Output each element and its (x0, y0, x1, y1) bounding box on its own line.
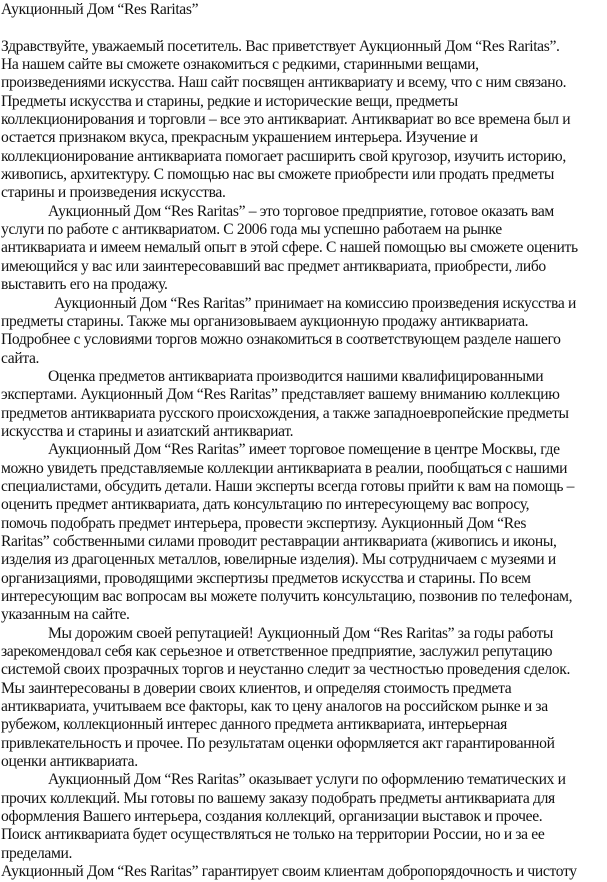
text-line: указанным на сайте. (1, 606, 130, 624)
text-line: Мы заинтересованы в доверии своих клиентов, и определяя стоимость предмета (1, 679, 512, 697)
text-line: прочих коллекций. Мы готовы по вашему заказу подобрать предметы антиквариата для (1, 789, 555, 807)
text-line: предметы старины. Также мы организовываем аукционную продажу антиквариата. (1, 312, 529, 330)
text-line: оформления Вашего интерьера, создания коллекций, организации выставок и прочее. (1, 808, 543, 826)
text-line: пределами. (1, 844, 73, 862)
text-line: Мы дорожим своей репутацией! Аукционный Дом “Res Raritas” за годы работы (48, 624, 554, 642)
text-line: антиквариата и имеем немалый опыт в этой сфере. С нашей помощью вы сможете оценить (1, 239, 578, 257)
text-line: Поиск антиквариата будет осуществляться не только на территории России, но и за ее (1, 826, 545, 844)
text-line: оценить предмет антиквариата, дать консультацию по интересующему вас вопросу, (1, 496, 530, 514)
text-line: специалистами, обсудить детали. Наши эксперты всегда готовы прийти к вам на помощь – (1, 477, 575, 495)
text-line: произведениями искусства. Наш сайт посвящен антиквариату и всему, что с ним связано. (1, 74, 567, 92)
text-line: выставить его на продажу. (1, 276, 168, 294)
document-text (1, 38, 607, 882)
text-line: остается признаком вкуса, прекрасным украшением интерьера. Изучение и (1, 129, 478, 147)
text-line: сайта. (1, 349, 40, 367)
text-line: интересующим вас вопросам вы можете получить консультацию, позвонив по телефонам, (1, 588, 573, 605)
text-line: Подробнее с условиями торгов можно ознакомиться в соответствующем разделе нашего (1, 331, 561, 349)
text-line: системой своих прозрачных торгов и неустанно следит за честностью проведения сделок. (1, 661, 570, 679)
text-line: коллекционирование антиквариата помогает расширить свой кругозор, изучить историю, (1, 147, 566, 165)
text-line: оценки антиквариата. (1, 753, 138, 771)
text-line: Raritas” собственными силами проводит реставрации антиквариата (живопись и иконы, (1, 532, 557, 550)
blank-line (1, 19, 607, 37)
text-line: Аукционный Дом “Res Raritas” оказывает услуги по оформлению тематических и (48, 771, 566, 789)
text-line: Предметы искусства и старины, редкие и исторические вещи, предметы (1, 92, 458, 110)
text-line: услуги по работе с антиквариатом. С 2006 года мы успешно работаем на рынке (1, 221, 502, 239)
text-line: имеющийся у вас или заинтересовавший вас предмет антиквариата, приобрести, либо (1, 257, 546, 275)
text-line: Аукционный Дом “Res Raritas” принимает на комиссию произведения искусства и (54, 294, 576, 312)
text-line: антиквариата, учитываем все факторы, как то цену аналогов на российском рынке и за (1, 698, 548, 716)
text-line: Здравствуйте, уважаемый посетитель. Вас приветствует Аукционный Дом “Res Raritas”. (1, 37, 560, 55)
text-line: живопись, архитектуру. С помощью нас вы сможете приобрести или продать предметы (1, 166, 554, 184)
text-line: старины и произведения искусства. (1, 184, 226, 202)
text-line: можно увидеть представляемые коллекции антиквариата в реалии, пообщаться с нашими (1, 459, 568, 477)
text-line: привлекательность и прочее. По результатам оценки оформляется акт гарантированной (1, 734, 555, 752)
text-line: Аукционный Дом “Res Raritas” имеет торговое помещение в центре Москвы, где (48, 441, 560, 459)
text-line: предметов антиквариата русского происхождения, а также западноевропейские предметы (1, 404, 569, 422)
text-line: На нашем сайте вы сможете ознакомиться с редкими, старинными вещами, (1, 56, 479, 74)
text-line: рубежом, коллекционный интерес данного предмета антиквариата, интерьерная (1, 716, 507, 734)
text-line: Аукционный Дом “Res Raritas” гарантирует своим клиентам добропорядочность и чистоту (1, 863, 577, 881)
text-line: коллекционирования и торговли – все это антиквариат. Антиквариат во все времена был и (1, 111, 571, 129)
text-line: зарекомендовал себя как серьезное и ответственное предприятие, заслужил репутацию (1, 643, 553, 661)
text-line: изделия из драгоценных металлов, ювелирные изделия). Мы сотрудничаем с музеями и (1, 551, 556, 569)
document-title: Аукционный Дом “Res Raritas” (1, 1, 199, 18)
text-line: помочь подобрать предмет интерьера, провести экспертизу. Аукционный Дом “Res (1, 514, 527, 532)
text-line: искусства и старины и азиатский антиквариат. (1, 422, 294, 440)
text-line: Аукционный Дом “Res Raritas” – это торговое предприятие, готовое оказать вам (48, 202, 554, 220)
text-line: экспертами. Аукционный Дом “Res Raritas” представляет вашему вниманию коллекцию (1, 386, 560, 404)
text-line: Оценка предметов антиквариата производится нашими квалифицированными (48, 367, 544, 385)
text-line: организациями, проводящими экспертизы предметов искусства и старины. По всем (1, 569, 531, 587)
